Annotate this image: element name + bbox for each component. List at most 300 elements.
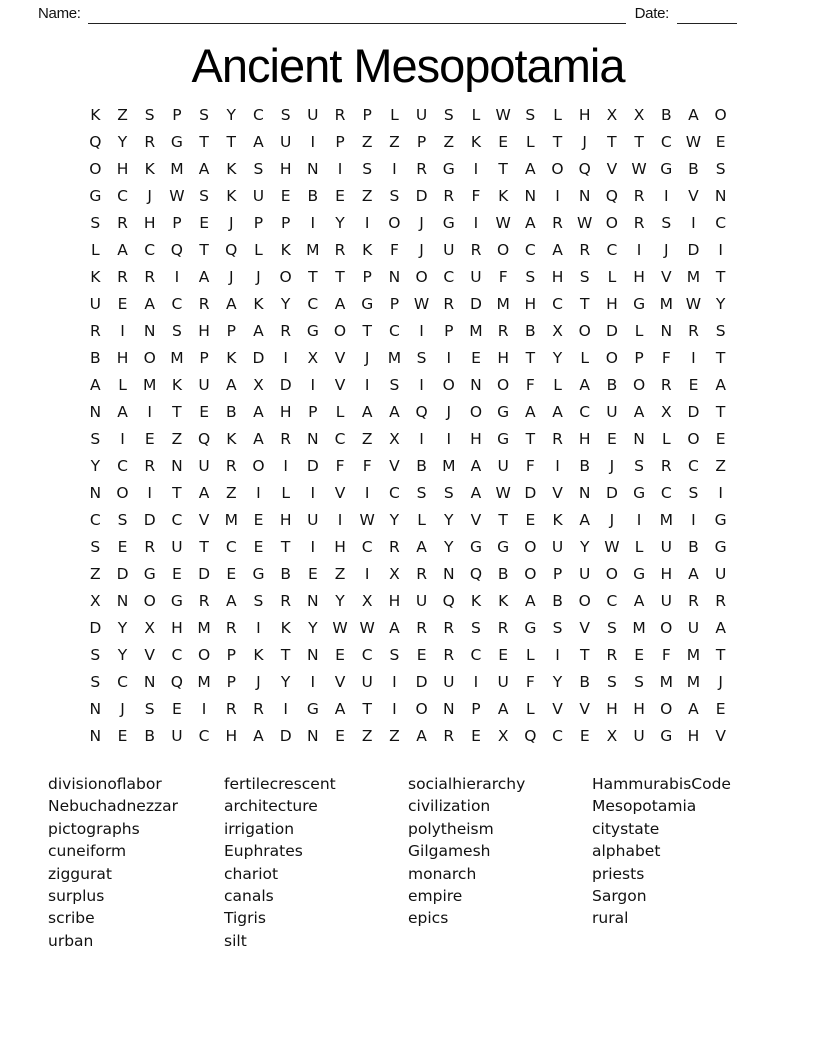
- grid-letter: E: [253, 537, 264, 556]
- grid-letter: N: [89, 726, 102, 745]
- grid-letter: O: [632, 375, 646, 394]
- grid-letter: S: [552, 618, 563, 637]
- grid-letter: O: [333, 321, 347, 340]
- grid-letter: J: [364, 348, 370, 367]
- grid-letter: R: [334, 105, 346, 124]
- grid-letter: B: [225, 402, 237, 421]
- grid-letter: K: [144, 159, 155, 178]
- grid-letter: P: [226, 645, 236, 664]
- grid-letter: Y: [552, 672, 563, 691]
- grid-letter: R: [443, 294, 455, 313]
- grid-letter: Z: [361, 186, 373, 205]
- grid-letter: O: [415, 699, 428, 718]
- grid-letter: W: [169, 186, 185, 205]
- grid-letter: V: [715, 726, 726, 745]
- grid-letter: D: [279, 726, 292, 745]
- grid-letter: V: [552, 699, 563, 718]
- grid-letter: R: [416, 159, 427, 178]
- grid-letter: R: [144, 456, 156, 475]
- grid-letter: L: [254, 240, 263, 259]
- grid-letter: W: [495, 483, 511, 502]
- grid-letter: V: [334, 348, 346, 367]
- grid-letter: Q: [469, 564, 483, 583]
- grid-letter: S: [253, 591, 264, 610]
- word-list-item: monarch: [408, 864, 477, 883]
- grid-letter: Z: [389, 726, 400, 745]
- word-list-item: ziggurat: [48, 864, 112, 883]
- grid-letter: G: [306, 321, 319, 340]
- grid-letter: S: [90, 672, 101, 691]
- grid-letter: I: [147, 483, 152, 502]
- grid-letter: J: [228, 267, 234, 286]
- grid-letter: R: [715, 591, 727, 610]
- grid-letter: D: [687, 240, 700, 259]
- grid-letter: B: [552, 591, 563, 610]
- grid-letter: U: [714, 564, 727, 583]
- grid-letter: H: [470, 429, 482, 448]
- grid-letter: U: [89, 294, 102, 313]
- word-list-item: urban: [48, 931, 94, 950]
- grid-letter: S: [253, 159, 264, 178]
- grid-letter: M: [224, 510, 238, 529]
- grid-letter: P: [416, 132, 427, 151]
- grid-letter: R: [198, 294, 210, 313]
- grid-letter: G: [89, 186, 102, 205]
- grid-letter: U: [660, 537, 672, 556]
- grid-letter: S: [280, 105, 291, 124]
- grid-letter: C: [606, 240, 618, 259]
- grid-letter: C: [225, 537, 237, 556]
- grid-letter: A: [389, 402, 400, 421]
- grid-letter: M: [143, 375, 157, 394]
- grid-letter: A: [253, 132, 264, 151]
- grid-letter: C: [388, 483, 400, 502]
- grid-letter: L: [553, 105, 562, 124]
- grid-letter: R: [225, 456, 237, 475]
- grid-letter: C: [361, 537, 373, 556]
- grid-letter: S: [606, 672, 617, 691]
- grid-letter: P: [362, 267, 372, 286]
- grid-letter: A: [688, 699, 699, 718]
- word-list-item: irrigation: [224, 819, 295, 838]
- grid-letter: E: [172, 564, 182, 583]
- grid-letter: I: [691, 510, 696, 529]
- grid-letter: J: [663, 240, 669, 259]
- grid-letter: L: [526, 132, 535, 151]
- grid-letter: J: [147, 186, 152, 205]
- grid-letter: V: [144, 645, 156, 664]
- grid-letter: I: [419, 429, 424, 448]
- grid-letter: E: [688, 375, 699, 394]
- grid-letter: E: [280, 186, 291, 205]
- grid-letter: R: [225, 618, 237, 637]
- grid-letter: E: [172, 699, 182, 718]
- grid-letter: L: [417, 510, 426, 529]
- grid-letter: W: [359, 510, 375, 529]
- grid-letter: Y: [280, 672, 291, 691]
- grid-letter: A: [334, 294, 346, 313]
- grid-letter: K: [552, 510, 563, 529]
- grid-letter: I: [364, 213, 370, 232]
- grid-letter: E: [607, 429, 617, 448]
- grid-letter: X: [552, 321, 563, 340]
- word-list-item: Tigris: [224, 909, 266, 928]
- grid-letter: V: [334, 672, 346, 691]
- grid-letter: V: [470, 510, 482, 529]
- grid-letter: J: [718, 672, 723, 691]
- grid-letter: H: [578, 105, 591, 124]
- grid-letter: Y: [308, 618, 318, 637]
- grid-letter: M: [197, 618, 211, 637]
- grid-letter: U: [660, 591, 672, 610]
- grid-letter: A: [552, 402, 563, 421]
- grid-letter: G: [361, 294, 374, 313]
- grid-letter: I: [337, 510, 343, 529]
- word-list-item: civilization: [408, 797, 491, 816]
- grid-letter: T: [335, 267, 345, 286]
- grid-letter: Q: [225, 240, 238, 259]
- grid-letter: P: [199, 348, 209, 367]
- grid-letter: M: [659, 294, 673, 313]
- grid-letter: D: [306, 456, 319, 475]
- grid-letter: R: [225, 699, 237, 718]
- grid-letter: U: [307, 510, 319, 529]
- grid-letter: G: [633, 483, 646, 502]
- grid-letter: H: [660, 564, 673, 583]
- grid-letter: I: [310, 537, 316, 556]
- grid-letter: S: [606, 618, 617, 637]
- grid-letter: H: [524, 294, 537, 313]
- grid-letter: T: [579, 294, 590, 313]
- grid-letter: Q: [170, 672, 183, 691]
- grid-letter: R: [688, 321, 699, 340]
- word-list-item: HammurabisCode: [592, 775, 731, 793]
- grid-letter: T: [552, 132, 563, 151]
- grid-letter: A: [334, 699, 346, 718]
- grid-letter: K: [362, 240, 373, 259]
- grid-letter: B: [525, 321, 536, 340]
- grid-letter: O: [469, 402, 483, 421]
- grid-letter: E: [117, 294, 128, 313]
- grid-letter: I: [310, 132, 316, 151]
- grid-letter: X: [307, 348, 319, 367]
- grid-letter: U: [252, 186, 265, 205]
- grid-letter: R: [443, 618, 455, 637]
- grid-letter: W: [332, 618, 348, 637]
- grid-letter: H: [198, 321, 210, 340]
- grid-letter: V: [552, 483, 563, 502]
- grid-letter: Z: [90, 564, 101, 583]
- grid-letter: I: [364, 375, 370, 394]
- grid-letter: R: [144, 537, 156, 556]
- grid-letter: R: [280, 591, 292, 610]
- grid-letter: T: [280, 537, 291, 556]
- grid-letter: V: [688, 186, 699, 205]
- grid-letter: D: [89, 618, 102, 637]
- grid-letter: F: [525, 456, 535, 475]
- grid-letter: I: [283, 699, 288, 718]
- grid-letter: C: [253, 105, 264, 124]
- grid-letter: L: [335, 402, 345, 421]
- grid-letter: C: [117, 186, 128, 205]
- grid-letter: K: [280, 240, 291, 259]
- word-list-item: scribe: [48, 909, 95, 928]
- word-list-item: architecture: [224, 797, 318, 816]
- grid-letter: F: [335, 456, 345, 475]
- grid-letter: Z: [334, 564, 346, 583]
- grid-letter: E: [715, 132, 726, 151]
- grid-letter: H: [551, 267, 564, 286]
- grid-letter: R: [660, 456, 672, 475]
- grid-letter: E: [579, 726, 590, 745]
- word-list-item: Euphrates: [224, 842, 303, 861]
- grid-letter: C: [443, 267, 455, 286]
- grid-letter: I: [310, 483, 316, 502]
- grid-letter: I: [201, 699, 207, 718]
- grid-letter: U: [687, 618, 700, 637]
- grid-letter: E: [471, 348, 481, 367]
- grid-letter: V: [334, 375, 346, 394]
- grid-letter: D: [415, 186, 428, 205]
- grid-letter: A: [579, 510, 591, 529]
- grid-letter: R: [144, 267, 156, 286]
- grid-letter: A: [688, 564, 699, 583]
- grid-letter: Y: [444, 537, 454, 556]
- grid-letter: F: [525, 375, 535, 394]
- grid-letter: L: [607, 267, 617, 286]
- grid-letter: I: [337, 159, 343, 178]
- grid-letter: P: [552, 564, 563, 583]
- grid-letter: O: [116, 483, 129, 502]
- grid-letter: R: [334, 240, 346, 259]
- grid-letter: Z: [361, 726, 373, 745]
- grid-letter: A: [225, 591, 237, 610]
- grid-letter: P: [362, 105, 372, 124]
- grid-letter: A: [144, 294, 156, 313]
- grid-letter: W: [495, 213, 511, 232]
- grid-letter: N: [307, 159, 319, 178]
- grid-letter: A: [225, 375, 237, 394]
- grid-letter: Y: [552, 348, 563, 367]
- grid-letter: I: [473, 159, 479, 178]
- grid-letter: Y: [335, 591, 345, 610]
- grid-letter: G: [633, 564, 646, 583]
- grid-letter: I: [555, 186, 560, 205]
- grid-letter: O: [415, 267, 428, 286]
- grid-letter: T: [525, 348, 536, 367]
- grid-letter: Z: [117, 105, 128, 124]
- grid-letter: F: [525, 672, 535, 691]
- grid-letter: R: [497, 321, 509, 340]
- grid-letter: M: [170, 159, 184, 178]
- grid-letter: G: [660, 159, 673, 178]
- grid-letter: O: [524, 537, 537, 556]
- grid-letter: M: [197, 672, 211, 691]
- grid-letter: F: [389, 240, 399, 259]
- grid-letter: Z: [361, 132, 373, 151]
- grid-letter: Q: [442, 591, 455, 610]
- grid-letter: C: [606, 591, 618, 610]
- grid-letter: X: [389, 564, 400, 583]
- grid-letter: E: [199, 213, 209, 232]
- grid-letter: C: [579, 402, 591, 421]
- grid-letter: I: [283, 348, 288, 367]
- grid-letter: F: [362, 456, 372, 475]
- grid-letter: A: [389, 618, 400, 637]
- grid-letter: K: [90, 105, 101, 124]
- grid-letter: C: [198, 726, 210, 745]
- page-title: Ancient Mesopotamia: [191, 39, 625, 92]
- grid-letter: N: [307, 591, 319, 610]
- grid-letter: O: [605, 348, 618, 367]
- grid-letter: Z: [715, 456, 726, 475]
- grid-letter: A: [525, 402, 536, 421]
- grid-letter: N: [307, 429, 319, 448]
- grid-letter: C: [361, 645, 373, 664]
- grid-letter: O: [497, 240, 510, 259]
- grid-letter: T: [199, 132, 209, 151]
- grid-letter: P: [226, 321, 236, 340]
- grid-letter: V: [198, 510, 210, 529]
- grid-letter: B: [497, 564, 509, 583]
- grid-letter: S: [199, 105, 210, 124]
- grid-letter: R: [443, 186, 455, 205]
- grid-letter: N: [388, 267, 401, 286]
- grid-letter: W: [685, 132, 702, 151]
- grid-letter: Q: [415, 402, 428, 421]
- grid-letter: V: [334, 483, 346, 502]
- grid-letter: Y: [389, 510, 400, 529]
- grid-letter: C: [688, 456, 699, 475]
- word-list-column: [224, 773, 408, 952]
- name-label: Name:: [38, 5, 81, 22]
- grid-letter: K: [226, 186, 237, 205]
- grid-letter: B: [606, 375, 618, 394]
- grid-letter: L: [553, 375, 562, 394]
- grid-letter: L: [634, 537, 644, 556]
- word-list-item: empire: [408, 887, 463, 906]
- grid-letter: A: [253, 726, 264, 745]
- grid-letter: Z: [389, 132, 400, 151]
- grid-letter: R: [579, 240, 591, 259]
- grid-letter: I: [718, 483, 723, 502]
- grid-letter: E: [144, 429, 155, 448]
- grid-letter: H: [171, 618, 183, 637]
- word-list-item: epics: [408, 909, 449, 928]
- grid-letter: I: [419, 321, 424, 340]
- grid-letter: G: [497, 402, 510, 421]
- word-list-item: surplus: [48, 887, 105, 906]
- grid-letter: M: [632, 618, 646, 637]
- grid-letter: I: [310, 213, 316, 232]
- grid-letter: T: [715, 267, 726, 286]
- grid-letter: C: [334, 429, 346, 448]
- grid-letter: P: [226, 672, 236, 691]
- grid-letter: O: [497, 375, 510, 394]
- grid-letter: A: [198, 483, 210, 502]
- grid-letter: R: [443, 726, 455, 745]
- grid-letter: C: [524, 240, 536, 259]
- grid-letter: X: [253, 375, 264, 394]
- word-list-item: Gilgamesh: [408, 842, 491, 861]
- grid-letter: R: [552, 429, 563, 448]
- grid-letter: J: [446, 402, 452, 421]
- date-blank-line: [677, 7, 737, 24]
- grid-letter: G: [633, 294, 646, 313]
- grid-letter: C: [388, 321, 400, 340]
- grid-letter: B: [144, 726, 156, 745]
- grid-letter: J: [609, 456, 615, 475]
- word-list: [0, 773, 816, 952]
- grid-letter: P: [389, 294, 400, 313]
- grid-letter: B: [688, 159, 699, 178]
- grid-letter: X: [144, 618, 156, 637]
- grid-letter: M: [469, 321, 483, 340]
- grid-letter: R: [443, 645, 455, 664]
- grid-letter: S: [199, 186, 210, 205]
- grid-letter: C: [171, 294, 183, 313]
- grid-letter: U: [415, 105, 428, 124]
- grid-letter: E: [525, 510, 536, 529]
- grid-letter: K: [226, 348, 237, 367]
- grid-letter: Y: [117, 645, 128, 664]
- grid-letter: I: [446, 429, 452, 448]
- grid-letter: H: [633, 267, 645, 286]
- grid-letter: R: [280, 321, 292, 340]
- grid-letter: P: [634, 348, 644, 367]
- grid-letter: I: [364, 564, 370, 583]
- grid-letter: S: [688, 483, 699, 502]
- grid-letter: V: [660, 267, 672, 286]
- grid-letter: H: [606, 294, 618, 313]
- grid-letter: S: [634, 672, 645, 691]
- grid-letter: M: [659, 510, 673, 529]
- grid-letter: O: [89, 159, 102, 178]
- grid-letter: E: [471, 726, 481, 745]
- grid-letter: A: [552, 240, 563, 259]
- grid-letter: C: [660, 483, 672, 502]
- grid-letter: U: [579, 564, 591, 583]
- grid-letter: U: [443, 672, 455, 691]
- word-list-item: Nebuchadnezzar: [48, 797, 178, 816]
- grid-letter: Z: [443, 132, 455, 151]
- grid-letter: R: [389, 537, 400, 556]
- grid-letter: U: [198, 375, 210, 394]
- grid-letter: U: [633, 726, 645, 745]
- grid-letter: R: [552, 213, 563, 232]
- grid-letter: Y: [335, 213, 345, 232]
- grid-letter: E: [307, 564, 318, 583]
- grid-letter: E: [335, 186, 345, 205]
- grid-letter: S: [90, 537, 101, 556]
- grid-letter: W: [413, 294, 430, 313]
- grid-letter: T: [525, 429, 536, 448]
- grid-letter: S: [117, 510, 128, 529]
- grid-letter: J: [256, 267, 261, 286]
- grid-letter: H: [334, 537, 346, 556]
- grid-letter: A: [525, 591, 536, 610]
- grid-letter: O: [388, 213, 401, 232]
- grid-letter: A: [579, 375, 591, 394]
- grid-letter: N: [442, 699, 455, 718]
- grid-letter: C: [117, 672, 128, 691]
- grid-letter: B: [307, 186, 319, 205]
- grid-letter: A: [253, 402, 264, 421]
- grid-letter: J: [419, 213, 424, 232]
- grid-letter: S: [171, 321, 182, 340]
- word-list-column: [592, 773, 731, 952]
- grid-letter: R: [198, 591, 210, 610]
